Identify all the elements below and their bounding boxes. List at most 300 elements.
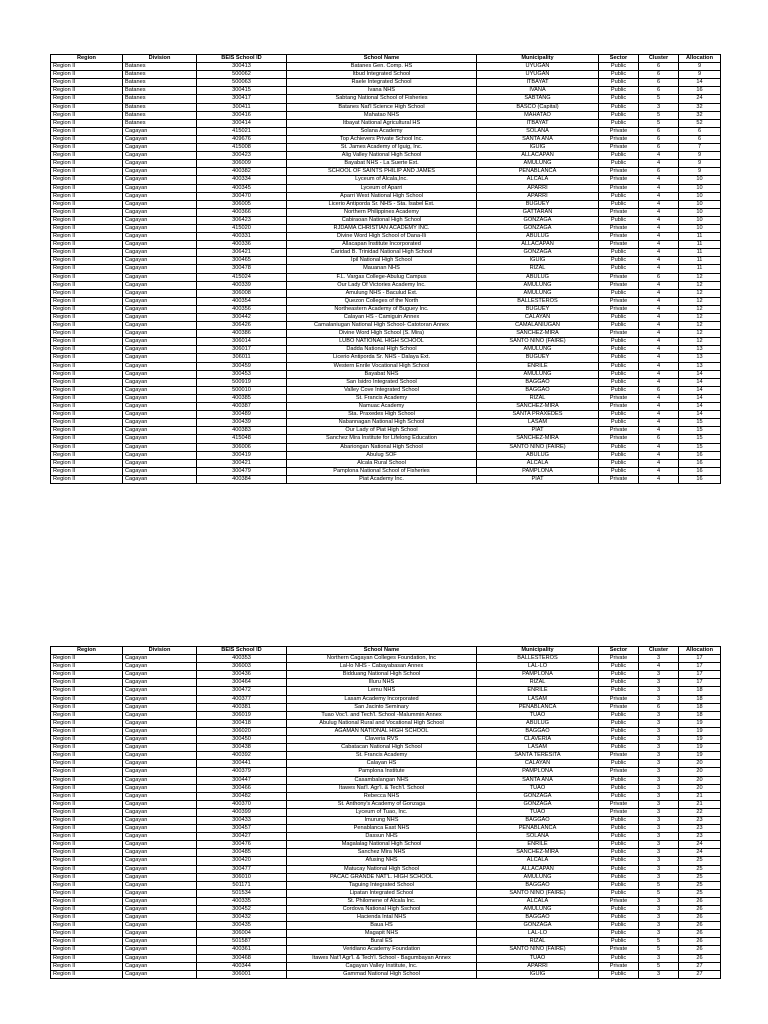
- cell-division: Cagayan: [123, 233, 197, 241]
- cell-sector: Private: [599, 703, 639, 711]
- cell-region: Region II: [51, 144, 123, 152]
- cell-allocation: 16: [679, 459, 721, 467]
- table-row: [51, 752, 721, 760]
- cell-cluster: 3: [639, 914, 679, 922]
- cell-beis-school-id: 400384: [197, 475, 287, 483]
- cell-sector: Private: [599, 135, 639, 143]
- cell-cluster: 4: [639, 233, 679, 241]
- cell-division: Batanes: [123, 95, 197, 103]
- cell-region: Region II: [51, 135, 123, 143]
- cell-beis-school-id: 400379: [197, 768, 287, 776]
- cell-school-name: Mauanan NHS: [287, 265, 477, 273]
- cell-division: Cagayan: [123, 865, 197, 873]
- cell-municipality: PEÑABLANCA: [477, 168, 599, 176]
- cell-beis-school-id: 306005: [197, 200, 287, 208]
- cell-municipality: LASAM: [477, 419, 599, 427]
- cell-allocation: 10: [679, 224, 721, 232]
- cell-cluster: 3: [639, 103, 679, 111]
- cell-allocation: 19: [679, 719, 721, 727]
- cell-municipality: ENRILE: [477, 687, 599, 695]
- cell-school-name: Itbud Integrated School: [287, 71, 477, 79]
- cell-beis-school-id: 400381: [197, 703, 287, 711]
- cell-school-name: Sabtang National School of Fisheries: [287, 95, 477, 103]
- cell-beis-school-id: 300423: [197, 152, 287, 160]
- cell-sector: Public: [599, 386, 639, 394]
- cell-municipality: AMULUNG: [477, 281, 599, 289]
- cell-division: Cagayan: [123, 857, 197, 865]
- cell-sector: Public: [599, 338, 639, 346]
- cell-allocation: 10: [679, 200, 721, 208]
- table-row: [51, 663, 721, 671]
- cell-municipality: IGUIG: [477, 970, 599, 978]
- cell-sector: Public: [599, 160, 639, 168]
- table-row: [51, 403, 721, 411]
- cell-region: Region II: [51, 736, 123, 744]
- cell-cluster: 5: [639, 946, 679, 954]
- cell-cluster: 4: [639, 411, 679, 419]
- cell-beis-school-id: 415021: [197, 127, 287, 135]
- cell-region: Region II: [51, 103, 123, 111]
- cell-beis-school-id: 400399: [197, 808, 287, 816]
- cell-cluster: 4: [639, 289, 679, 297]
- cell-cluster: 4: [639, 249, 679, 257]
- cell-beis-school-id: 300464: [197, 679, 287, 687]
- cell-division: Cagayan: [123, 760, 197, 768]
- cell-beis-school-id: 300411: [197, 103, 287, 111]
- cell-beis-school-id: 300465: [197, 257, 287, 265]
- cell-municipality: ALCALA: [477, 459, 599, 467]
- cell-region: Region II: [51, 865, 123, 873]
- cell-region: Region II: [51, 184, 123, 192]
- cell-municipality: GONZAGA: [477, 792, 599, 800]
- cell-school-name: Camalaniugan National High School- Catotoran Annex: [287, 322, 477, 330]
- cell-region: Region II: [51, 768, 123, 776]
- cell-allocation: 15: [679, 443, 721, 451]
- cell-sector: Private: [599, 695, 639, 703]
- table-row: [51, 160, 721, 168]
- cell-municipality: APARRI: [477, 184, 599, 192]
- cell-division: Cagayan: [123, 695, 197, 703]
- table-row: [51, 346, 721, 354]
- cell-municipality: ALCALA: [477, 897, 599, 905]
- cell-division: Cagayan: [123, 176, 197, 184]
- cell-municipality: GONZAGA: [477, 800, 599, 808]
- cell-division: Cagayan: [123, 744, 197, 752]
- cell-municipality: SANTO NIÑO (FAIRE): [477, 946, 599, 954]
- cell-allocation: 17: [679, 671, 721, 679]
- cell-sector: Private: [599, 403, 639, 411]
- cell-school-name: Casambalangan NHS: [287, 776, 477, 784]
- cell-beis-school-id: 300452: [197, 906, 287, 914]
- cell-beis-school-id: 501534: [197, 889, 287, 897]
- table-row: [51, 208, 721, 216]
- cell-municipality: BAGGAO: [477, 727, 599, 735]
- table-row: [51, 816, 721, 824]
- cell-allocation: 20: [679, 768, 721, 776]
- cell-school-name: Western Enrile Vocational High School: [287, 362, 477, 370]
- cell-cluster: 3: [639, 679, 679, 687]
- header-cluster: Cluster: [639, 55, 679, 63]
- cell-allocation: 26: [679, 922, 721, 930]
- cell-municipality: MAHATAO: [477, 111, 599, 119]
- header-allocation: Allocation: [679, 55, 721, 63]
- table-row: [51, 386, 721, 394]
- cell-municipality: BALLESTEROS: [477, 297, 599, 305]
- cell-beis-school-id: 415020: [197, 224, 287, 232]
- cell-allocation: 11: [679, 249, 721, 257]
- cell-municipality: LAL-LO: [477, 663, 599, 671]
- cell-school-name: Lyceum of Alcala,Inc.: [287, 176, 477, 184]
- cell-municipality: ALLACAPAN: [477, 241, 599, 249]
- cell-municipality: GONZAGA: [477, 224, 599, 232]
- header-row: [51, 55, 721, 63]
- cell-beis-school-id: 300441: [197, 760, 287, 768]
- table-row: [51, 176, 721, 184]
- cell-sector: Private: [599, 655, 639, 663]
- cell-municipality: SOLANA: [477, 127, 599, 135]
- cell-division: Cagayan: [123, 784, 197, 792]
- cell-cluster: 4: [639, 338, 679, 346]
- table-row: [51, 833, 721, 841]
- cell-municipality: SANTO NIÑO (FAIRE): [477, 338, 599, 346]
- cell-division: Cagayan: [123, 663, 197, 671]
- cell-sector: Private: [599, 184, 639, 192]
- cell-school-name: Licerio Antiporda Sr. NHS - Sta. Isabel Ext.: [287, 200, 477, 208]
- cell-beis-school-id: 300436: [197, 671, 287, 679]
- table-row: [51, 184, 721, 192]
- table-row: [51, 111, 721, 119]
- cell-division: Cagayan: [123, 736, 197, 744]
- cell-school-name: Itawes Nat'l Agr'l. & Tech'l. School - Bagumbayan Annex: [287, 954, 477, 962]
- cell-allocation: 14: [679, 394, 721, 402]
- cell-beis-school-id: 400336: [197, 241, 287, 249]
- cell-sector: Public: [599, 914, 639, 922]
- cell-municipality: GONZAGA: [477, 922, 599, 930]
- cell-region: Region II: [51, 467, 123, 475]
- cell-cluster: 4: [639, 322, 679, 330]
- cell-municipality: RIZAL: [477, 265, 599, 273]
- table-row: [51, 79, 721, 87]
- cell-allocation: 6: [679, 135, 721, 143]
- cell-cluster: 4: [639, 443, 679, 451]
- table-row: [51, 419, 721, 427]
- cell-school-name: Mahatao NHS: [287, 111, 477, 119]
- table-row: [51, 914, 721, 922]
- cell-school-name: Calayan HS - Camiguin Annex: [287, 314, 477, 322]
- cell-allocation: 11: [679, 257, 721, 265]
- cell-cluster: 6: [639, 135, 679, 143]
- cell-division: Cagayan: [123, 330, 197, 338]
- cell-sector: Public: [599, 776, 639, 784]
- cell-beis-school-id: 306001: [197, 970, 287, 978]
- cell-beis-school-id: 300439: [197, 419, 287, 427]
- table-row: [51, 192, 721, 200]
- cell-allocation: 6: [679, 127, 721, 135]
- cell-cluster: 4: [639, 378, 679, 386]
- cell-sector: Public: [599, 265, 639, 273]
- cell-region: Region II: [51, 808, 123, 816]
- cell-municipality: ITBAYAT: [477, 79, 599, 87]
- cell-sector: Public: [599, 459, 639, 467]
- cell-allocation: 26: [679, 954, 721, 962]
- cell-division: Cagayan: [123, 224, 197, 232]
- table-row: [51, 849, 721, 857]
- cell-cluster: 4: [639, 224, 679, 232]
- table-row: [51, 970, 721, 978]
- cell-cluster: 3: [639, 727, 679, 735]
- cell-beis-school-id: 306010: [197, 873, 287, 881]
- cell-sector: Public: [599, 881, 639, 889]
- cell-municipality: ALLACAPAN: [477, 152, 599, 160]
- cell-region: Region II: [51, 922, 123, 930]
- cell-cluster: 3: [639, 711, 679, 719]
- cell-allocation: 9: [679, 168, 721, 176]
- table-row: [51, 273, 721, 281]
- table-row: [51, 411, 721, 419]
- cell-region: Region II: [51, 273, 123, 281]
- cell-school-name: LUBO NATIONAL HIGH SCHOOL: [287, 338, 477, 346]
- cell-beis-school-id: 300433: [197, 816, 287, 824]
- cell-region: Region II: [51, 897, 123, 905]
- cell-sector: Public: [599, 103, 639, 111]
- cell-school-name: San Isidro Integrated School: [287, 378, 477, 386]
- cell-beis-school-id: 306009: [197, 160, 287, 168]
- cell-school-name: Piat Academy Inc.: [287, 475, 477, 483]
- cell-school-name: San Jacinto Seminary: [287, 703, 477, 711]
- cell-sector: Public: [599, 760, 639, 768]
- cell-school-name: Baua HS: [287, 922, 477, 930]
- cell-region: Region II: [51, 378, 123, 386]
- table-row: [51, 127, 721, 135]
- cell-allocation: 22: [679, 808, 721, 816]
- cell-region: Region II: [51, 265, 123, 273]
- cell-cluster: 4: [639, 419, 679, 427]
- cell-cluster: 4: [639, 451, 679, 459]
- cell-region: Region II: [51, 825, 123, 833]
- cell-sector: Public: [599, 289, 639, 297]
- table-row: [51, 305, 721, 313]
- cell-municipality: RIZAL: [477, 679, 599, 687]
- cell-sector: Public: [599, 192, 639, 200]
- cell-sector: Public: [599, 865, 639, 873]
- table-row: [51, 719, 721, 727]
- cell-beis-school-id: 300414: [197, 119, 287, 127]
- cell-division: Batanes: [123, 63, 197, 71]
- cell-beis-school-id: 501587: [197, 938, 287, 946]
- cell-cluster: 6: [639, 87, 679, 95]
- cell-school-name: Northern Cagayan Colleges Foundation, Inc: [287, 655, 477, 663]
- cell-cluster: 3: [639, 841, 679, 849]
- cell-sector: Public: [599, 411, 639, 419]
- cell-municipality: GATTARAN: [477, 208, 599, 216]
- table-row: [51, 459, 721, 467]
- cell-beis-school-id: 306020: [197, 727, 287, 735]
- cell-municipality: ENRILE: [477, 841, 599, 849]
- cell-division: Cagayan: [123, 719, 197, 727]
- cell-sector: Private: [599, 241, 639, 249]
- table-row: [51, 760, 721, 768]
- table-row: [51, 687, 721, 695]
- cell-division: Cagayan: [123, 792, 197, 800]
- cell-school-name: Aparri West National High School: [287, 192, 477, 200]
- cell-region: Region II: [51, 792, 123, 800]
- header-cluster: Cluster: [639, 647, 679, 655]
- cell-sector: Private: [599, 475, 639, 483]
- cell-school-name: Cordova National High Sschool: [287, 906, 477, 914]
- cell-municipality: AMULUNG: [477, 370, 599, 378]
- cell-sector: Private: [599, 176, 639, 184]
- cell-division: Batanes: [123, 103, 197, 111]
- cell-division: Cagayan: [123, 443, 197, 451]
- cell-region: Region II: [51, 168, 123, 176]
- header-municipality: Municipality: [477, 647, 599, 655]
- cell-sector: Public: [599, 671, 639, 679]
- cell-school-name: Tuao Voc'l. and Tech'l. School -Malummin Annex: [287, 711, 477, 719]
- table-row: [51, 71, 721, 79]
- cell-cluster: 4: [639, 297, 679, 305]
- cell-cluster: 4: [639, 459, 679, 467]
- cell-sector: Public: [599, 314, 639, 322]
- cell-school-name: St. Philomene of Alcala Inc.: [287, 897, 477, 905]
- cell-allocation: 14: [679, 411, 721, 419]
- cell-municipality: SABTANG: [477, 95, 599, 103]
- cell-municipality: PAMPLONA: [477, 467, 599, 475]
- cell-municipality: BUGUEY: [477, 354, 599, 362]
- cell-beis-school-id: 300417: [197, 95, 287, 103]
- table-row: [51, 378, 721, 386]
- cell-region: Region II: [51, 744, 123, 752]
- cell-sector: Public: [599, 889, 639, 897]
- cell-beis-school-id: 400331: [197, 233, 287, 241]
- cell-cluster: 3: [639, 865, 679, 873]
- cell-municipality: SANTA ANA: [477, 776, 599, 784]
- cell-cluster: 3: [639, 687, 679, 695]
- cell-beis-school-id: 400335: [197, 897, 287, 905]
- cell-region: Region II: [51, 784, 123, 792]
- cell-municipality: ABULUG: [477, 451, 599, 459]
- cell-municipality: BASCO (Capital): [477, 103, 599, 111]
- cell-division: Cagayan: [123, 419, 197, 427]
- cell-beis-school-id: 300442: [197, 314, 287, 322]
- cell-region: Region II: [51, 881, 123, 889]
- cell-division: Cagayan: [123, 825, 197, 833]
- cell-division: Cagayan: [123, 816, 197, 824]
- cell-sector: Private: [599, 808, 639, 816]
- cell-sector: Private: [599, 435, 639, 443]
- table-row: [51, 338, 721, 346]
- cell-cluster: 3: [639, 800, 679, 808]
- cell-municipality: BAGGAO: [477, 881, 599, 889]
- allocation-table-top: [50, 54, 721, 484]
- cell-region: Region II: [51, 711, 123, 719]
- cell-school-name: Veridiano Academy Foundation: [287, 946, 477, 954]
- cell-sector: Public: [599, 857, 639, 865]
- cell-allocation: 14: [679, 378, 721, 386]
- cell-school-name: Top Achievers Private School Inc.: [287, 135, 477, 143]
- cell-division: Cagayan: [123, 475, 197, 483]
- cell-municipality: RIZAL: [477, 938, 599, 946]
- cell-beis-school-id: 300427: [197, 833, 287, 841]
- cell-allocation: 17: [679, 655, 721, 663]
- table-row: [51, 354, 721, 362]
- cell-sector: Public: [599, 679, 639, 687]
- cell-cluster: 3: [639, 768, 679, 776]
- cell-beis-school-id: 300447: [197, 776, 287, 784]
- cell-school-name: Lyceum of Aparri: [287, 184, 477, 192]
- table-row: [51, 711, 721, 719]
- cell-region: Region II: [51, 119, 123, 127]
- table-row: [51, 954, 721, 962]
- cell-school-name: Abulug National Rural and Vocational High School: [287, 719, 477, 727]
- table-row: [51, 808, 721, 816]
- cell-division: Cagayan: [123, 403, 197, 411]
- cell-beis-school-id: 306014: [197, 338, 287, 346]
- cell-division: Cagayan: [123, 873, 197, 881]
- cell-beis-school-id: 500919: [197, 378, 287, 386]
- cell-municipality: AMULUNG: [477, 289, 599, 297]
- cell-school-name: Ivana NHS: [287, 87, 477, 95]
- cell-allocation: 9: [679, 63, 721, 71]
- cell-municipality: LASAM: [477, 744, 599, 752]
- cell-school-name: Abariongan National High School: [287, 443, 477, 451]
- cell-beis-school-id: 300489: [197, 411, 287, 419]
- cell-allocation: 10: [679, 184, 721, 192]
- cell-region: Region II: [51, 719, 123, 727]
- cell-allocation: 19: [679, 736, 721, 744]
- cell-allocation: 23: [679, 825, 721, 833]
- cell-beis-school-id: 306011: [197, 354, 287, 362]
- cell-sector: Public: [599, 451, 639, 459]
- cell-sector: Public: [599, 346, 639, 354]
- cell-sector: Public: [599, 419, 639, 427]
- cell-region: Region II: [51, 914, 123, 922]
- cell-cluster: 5: [639, 119, 679, 127]
- cell-allocation: 25: [679, 857, 721, 865]
- table-row: [51, 394, 721, 402]
- table-row: [51, 152, 721, 160]
- cell-school-name: Quezon Colleges of the North: [287, 297, 477, 305]
- cell-division: Cagayan: [123, 305, 197, 313]
- cell-division: Cagayan: [123, 881, 197, 889]
- cell-region: Region II: [51, 249, 123, 257]
- cell-beis-school-id: 300432: [197, 914, 287, 922]
- cell-cluster: 3: [639, 857, 679, 865]
- cell-municipality: AMULUNG: [477, 160, 599, 168]
- cell-municipality: SANTA TERESITA: [477, 752, 599, 760]
- cell-region: Region II: [51, 695, 123, 703]
- cell-cluster: 3: [639, 792, 679, 800]
- cell-sector: Public: [599, 663, 639, 671]
- cell-school-name: St. Anthony's Academy of Gonzaga: [287, 800, 477, 808]
- cell-school-name: Rebecca NHS: [287, 792, 477, 800]
- cell-municipality: BAGGAO: [477, 914, 599, 922]
- cell-beis-school-id: 300415: [197, 87, 287, 95]
- cell-sector: Public: [599, 200, 639, 208]
- cell-cluster: 3: [639, 906, 679, 914]
- cell-school-name: Bidduang National High School: [287, 671, 477, 679]
- cell-beis-school-id: 400377: [197, 695, 287, 703]
- cell-municipality: GONZAGA: [477, 249, 599, 257]
- cell-division: Cagayan: [123, 265, 197, 273]
- cell-division: Cagayan: [123, 208, 197, 216]
- cell-school-name: SCHOOL OF SAINTS PHILIP AND JAMES: [287, 168, 477, 176]
- cell-school-name: Penablanca East NHS: [287, 825, 477, 833]
- cell-region: Region II: [51, 411, 123, 419]
- header-region: Region: [51, 647, 123, 655]
- cell-municipality: ENRILE: [477, 362, 599, 370]
- cell-allocation: 26: [679, 914, 721, 922]
- cell-region: Region II: [51, 354, 123, 362]
